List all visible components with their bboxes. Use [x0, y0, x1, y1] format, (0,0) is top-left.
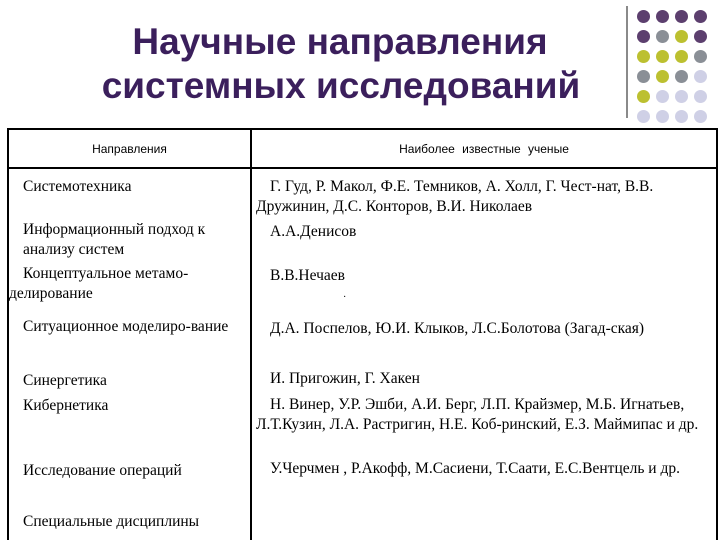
decorative-dot [656, 90, 669, 103]
decorative-dot [637, 70, 650, 83]
decorative-dot [637, 30, 650, 43]
title-line-2: системных исследований [101, 65, 581, 106]
decorative-dot [694, 70, 707, 83]
decorative-dot [656, 30, 669, 43]
scientists-cell: Н. Винер, У.Р. Эшби, А.И. Берг, Л.П. Крайзмер, М.Б. Игнатьев, Л.Т.Кузин, Л.А. Растригин, Н.Е. Коб-ринский, Е.З. Маймипас и др. [256, 396, 699, 433]
title-line-1: Научные направления [132, 21, 548, 62]
direction-cell [9, 317, 233, 337]
direction-text: Концептуальное метамо-делирование [9, 265, 189, 302]
decorative-dot [694, 50, 707, 63]
decorative-dot [675, 10, 688, 23]
directions-table [7, 128, 718, 540]
table-header [9, 130, 716, 169]
decorative-dot [675, 90, 688, 103]
decorative-dot [694, 90, 707, 103]
scientists-cell: Г. Гуд, Р. Макол, Ф.Е. Темников, А. Холл, Г. Чест-нат, В.В. Дружинин, Д.С. Конторов, В.И. Николаев [256, 178, 654, 215]
column-divider [250, 130, 252, 540]
decorative-dot [637, 110, 650, 123]
direction-cell: Специальные дисциплины [23, 513, 200, 530]
direction-text: Ситуационное моделиро-вание [23, 318, 229, 335]
decorative-dot [694, 110, 707, 123]
title-divider [626, 6, 628, 118]
direction-cell: Системотехника [23, 178, 132, 195]
scientists-cell: Д.А. Поспелов, Ю.И. Клыков, Л.С.Болотова (Загад-ская) [270, 320, 645, 337]
decorative-dot [656, 50, 669, 63]
decorative-dot [637, 50, 650, 63]
decorative-dot [656, 110, 669, 123]
decorative-dot [656, 70, 669, 83]
decorative-dot [637, 10, 650, 23]
scientists-cell: У.Черчмен , Р.Акофф, М.Сасиени, Т.Саати, Е.С.Вентцель и др. [270, 460, 680, 477]
direction-cell: Синергетика [23, 372, 107, 389]
direction-cell: Информационный подход к анализу систем [23, 221, 206, 258]
decorative-dot [694, 10, 707, 23]
decorative-dot [675, 70, 688, 83]
decorative-dot [694, 30, 707, 43]
decorative-dot [675, 110, 688, 123]
direction-cell [9, 264, 233, 304]
decorative-dot [656, 10, 669, 23]
stray-mark: · [343, 292, 347, 303]
header-scientists: Наиболее известные ученые [399, 142, 569, 156]
scientists-cell: А.А.Денисов [270, 223, 357, 240]
scientists-cell: В.В.Нечаев [270, 267, 345, 284]
decorative-dot [675, 50, 688, 63]
decorative-dot [675, 30, 688, 43]
scientists-cell: И. Пригожин, Г. Хакен [270, 370, 420, 387]
page-title [60, 20, 620, 108]
direction-cell: Исследование операций [23, 462, 182, 479]
direction-cell: Кибернетика [23, 397, 109, 414]
decorative-dot [637, 90, 650, 103]
decorative-dot-grid [637, 10, 710, 126]
header-directions: Направления [92, 142, 167, 156]
